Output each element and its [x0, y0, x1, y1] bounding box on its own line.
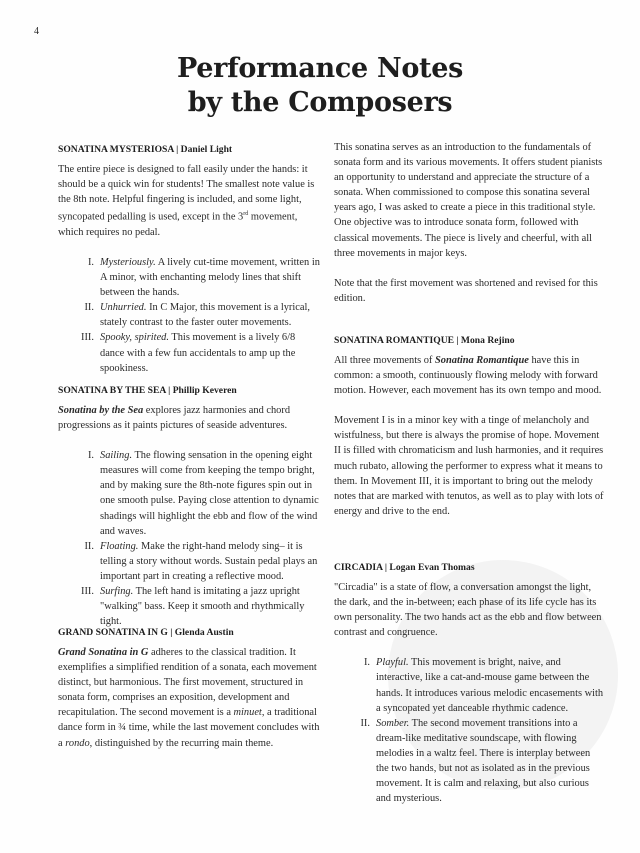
section-intro — [58, 403, 320, 433]
section-sonatina-mysteriosa — [58, 143, 320, 376]
section-intro: "Circadia" is a state of flow, a conversation amongst the light, the dark, and the in-between; each phase of its life cycle has its own personality. The two hands act as the ebb and flow between contrast and congruence. — [334, 582, 602, 639]
item-text: In C Major, this movement is a lyrical, stately contrast to the faster outer movements. — [100, 302, 310, 329]
item-number: III. — [81, 332, 94, 344]
section-sonatina-by-the-sea — [58, 384, 320, 629]
list-item — [74, 300, 320, 330]
intro-text: explores jazz harmonies and chord progressions as it paints pictures of seaside adventures. — [58, 405, 291, 432]
body-text: , a traditional dance form in ¾ time, while the last movement concludes with a — [58, 707, 320, 749]
movement-list — [74, 255, 320, 376]
item-term: Spooky, spirited. — [100, 332, 169, 344]
superscript: rd — [243, 211, 249, 218]
body-text: All three movements of — [334, 355, 435, 366]
section-heading: SONATINA ROMANTIQUE | Mona Rejino — [334, 335, 515, 346]
section-intro — [58, 162, 320, 240]
item-term: Surfing. — [100, 586, 134, 598]
piece-title: Sonatina Romantique — [435, 355, 529, 366]
list-item — [350, 716, 604, 807]
item-text: Make the right-hand melody sing– it is telling a story without words. Sustain pedal plays an important part in creating a reflective mood. — [100, 540, 318, 582]
movement-list — [350, 655, 604, 806]
emphasis: rondo — [65, 737, 90, 749]
title-line-2: by the Composers — [187, 87, 453, 118]
item-term: Floating. — [100, 540, 139, 552]
body-paragraph — [334, 353, 604, 398]
body-text: have this in common: a smooth, continuously flowing melody with forward motion. However, each movement has its own tempo and mood. — [334, 355, 602, 397]
page-number: 4 — [34, 26, 39, 37]
section-heading: SONATINA BY THE SEA | Phillip Keveren — [58, 385, 237, 396]
item-number: I. — [363, 657, 370, 669]
body-text: adheres to the classical tradition. It exemplifies a simplified rendition of a sonata, each movement distinct, but harmonious. The first movement, structured in sonata form, comprises an exposition, development and recapitulation. The second movement is a — [58, 647, 317, 719]
section-heading: GRAND SONATINA IN G | Glenda Austin — [58, 627, 234, 638]
item-term: Somber. — [376, 717, 410, 729]
section-grand-sonatina-in-g — [58, 626, 320, 766]
list-item — [74, 255, 320, 300]
item-text: The second movement transitions into a dream-like meditative soundscape, with flowing melodies in a waltz feel. There is interplay between the two hands, but not as isolated as in the previous movement. It is calm and relaxing, but also curious and mysterious. — [376, 717, 591, 805]
item-text: This movement is a lively 6/8 dance with a few fun accidentals to amp up the spookiness. — [100, 332, 296, 374]
intro-text: The entire piece is designed to fall easily under the hands: it should be a quick win for students! The smallest note value is the 8th note. Helpful fingering is included, and some light, syncopated pedalling is used, except in the 3 — [58, 164, 315, 223]
list-item — [74, 448, 320, 539]
item-number: III. — [81, 586, 94, 598]
item-term: Unhurried. — [100, 302, 147, 314]
list-item — [74, 584, 320, 629]
right-column — [334, 140, 604, 840]
body-paragraph: Note that the first movement was shortened and revised for this edition. — [334, 277, 598, 304]
section-heading: SONATINA MYSTERIOSA | Daniel Light — [58, 144, 233, 155]
section-body — [58, 645, 320, 751]
list-item — [74, 539, 320, 584]
body-text: , distinguished by the recurring main theme. — [89, 737, 274, 749]
item-text: A lively cut-time movement, written in A minor, with enchanting melody lines that shift between the hands. — [100, 256, 320, 299]
item-text: This movement is bright, naive, and interactive, like a cat-and-mouse game between the hands. It introduces various melodic encasements with a syncopated yet danceable rhythmic cadence. — [376, 657, 604, 714]
item-number: I. — [87, 450, 94, 462]
item-term: Sailing. — [100, 450, 133, 462]
movement-list — [74, 448, 320, 629]
item-term: Playful. — [376, 657, 409, 669]
body-paragraph: This sonatina serves as an introduction to the fundamentals of sonata form and its various movements. It offers student pianists an opportunity to understand and appreciate the structure of a sonata. When commissioned to compose this sonatina several years ago, I was asked to create a piece in this traditional style. One objective was to introduce sonata form, followed with classical movements. The piece is lively and cheerful, with all three movements in major keys. — [334, 142, 603, 259]
list-item — [74, 330, 320, 375]
left-column — [58, 143, 320, 843]
page-title — [0, 52, 640, 120]
item-number: II. — [360, 717, 370, 729]
item-number: II. — [84, 302, 94, 314]
title-line-1: Performance Notes — [177, 53, 463, 84]
section-grand-sonatina-continued — [334, 140, 604, 321]
piece-title: Sonatina by the Sea — [58, 405, 144, 416]
list-item — [350, 655, 604, 715]
item-number: I. — [87, 256, 94, 268]
item-number: II. — [84, 540, 94, 552]
piece-title: Grand Sonatina in G — [58, 647, 149, 658]
body-paragraph: Movement I is in a minor key with a tinge of melancholy and wistfulness, but there is always the promise of hope. Movement II is filled with chromaticism and lush harmonies, and it requires much rubato, allowing the performer to express what it means to them. In Movement III, it is important to bring out the melody notes that are marked with tenutos, as well as to play with lots of energy and drive to the end. — [334, 415, 604, 517]
emphasis: minuet — [233, 707, 262, 719]
section-circadia — [334, 561, 604, 806]
intro-text: movement, which requires no pedal. — [58, 211, 298, 238]
section-heading: CIRCADIA | Logan Evan Thomas — [334, 562, 475, 573]
item-text: The flowing sensation in the opening eight measures will come from keeping the tempo bright, and by making sure the 8th-note figures spin out in one smooth pulse. Paying close attention to dynamic shadings will highlight the ebb and flow of the wind and waves. — [100, 450, 319, 537]
item-term: Mysteriously. — [100, 256, 156, 268]
item-text: The left hand is imitating a jazz upright "walking" bass. Keep it smooth and rhythmically tight. — [100, 586, 305, 628]
section-sonatina-romantique — [334, 334, 604, 534]
